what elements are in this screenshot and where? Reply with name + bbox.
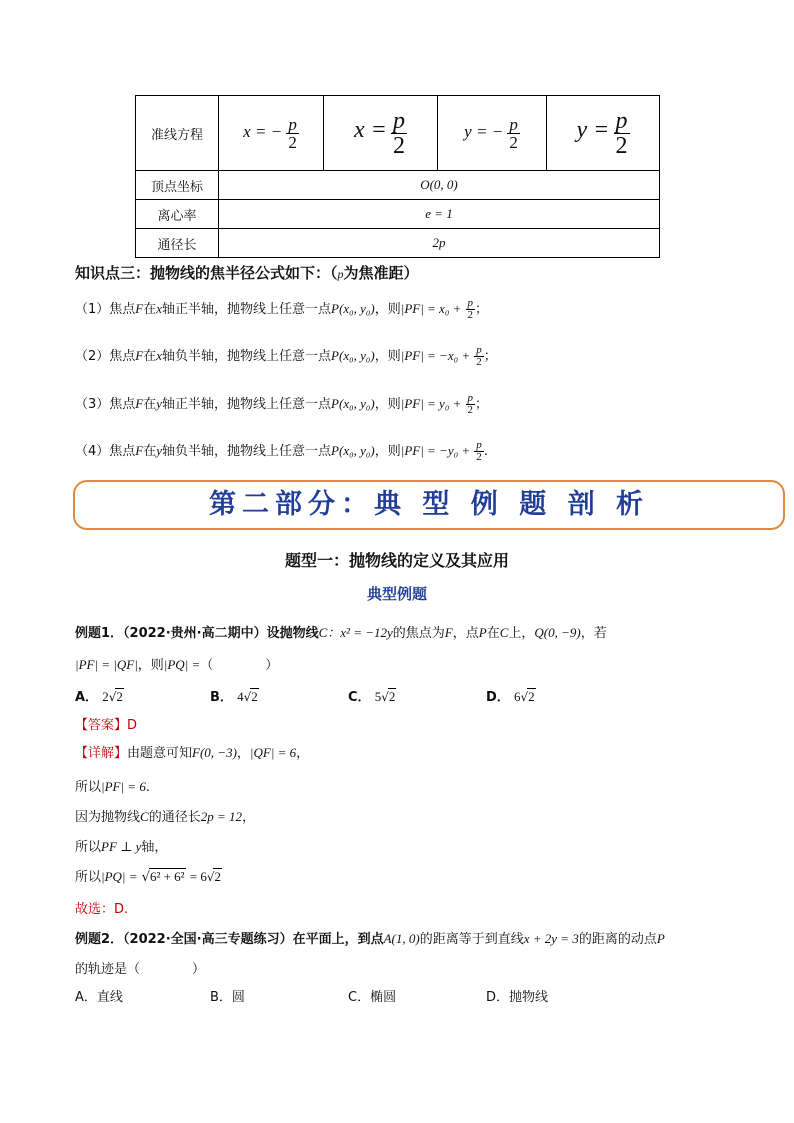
fraction: $\frac{p}{2}$: [288, 114, 297, 152]
example1-option-a[interactable]: A． 2√2: [75, 689, 123, 705]
section-title: 题型一：抛物线的定义及其应用: [284, 551, 509, 570]
part-two-banner: 第二部分：典 型 例 题 剖 析: [73, 480, 785, 530]
focal-formula-4: （4）焦点F在y轴负半轴，抛物线上任意一点P(x₀, y₀)，则|PF| = −y₀ + $\frac{p}{2}$ .: [75, 439, 488, 463]
vertex-label: 顶点坐标: [136, 171, 219, 200]
example1-question-line2: |PF| = |QF|，则|PQ| =（ ）: [75, 657, 279, 673]
directrix-cell-4: y = $\frac{p}{2}$: [547, 96, 660, 171]
example2-option-d[interactable]: D．抛物线: [486, 990, 549, 1005]
fraction: $\frac{p}{2}$: [393, 107, 405, 159]
focal-formula-1: （1）焦点F在x轴正半轴，抛物线上任意一点P(x₀, y₀)，则|PF| = x₀ + $\frac{p}{2}$ ；: [75, 297, 489, 321]
latus-value: 2p: [219, 229, 660, 258]
eccentricity-row: [136, 200, 660, 229]
latus-label: 通径长: [136, 229, 219, 258]
example2-question-line2: 的轨迹是（ ）: [75, 962, 206, 977]
directrix-cell-2: x = $\frac{p}{2}$: [324, 96, 438, 171]
knowledge3-title: 知识点三：抛物线的焦半径公式如下：（p为焦准距）: [75, 264, 419, 282]
example1-conclusion: 故选：D.: [75, 902, 129, 917]
example1-question: 例题1．（2022·贵州·高二期中）设抛物线C：x² = −12y的焦点为F，点P在C上，Q(0, −9)，若: [75, 625, 607, 641]
example1-option-c[interactable]: C． 5√2: [348, 689, 396, 705]
example1-detail-1: 【详解】由题意可知F(0, −3)，|QF| = 6，: [75, 745, 310, 761]
example2-question: 例题2．（2022·全国·高三专题练习）在平面上，到点A(1, 0)的距离等于到直线x + 2y = 3的距离的动点P: [75, 931, 665, 947]
latus-row: [136, 229, 660, 258]
example2-option-a[interactable]: A．直线: [75, 990, 123, 1005]
example1-answer: 【答案】D: [75, 718, 138, 733]
sub-title: 典型例题: [366, 585, 427, 603]
example1-option-d[interactable]: D． 6√2: [486, 689, 535, 705]
example2-option-b[interactable]: B．圆: [210, 990, 245, 1005]
directrix-label: 准线方程: [136, 96, 219, 171]
directrix-cell-3: y = − $\frac{p}{2}$: [438, 96, 547, 171]
example1-detail-3: 因为抛物线C的通径长2p = 12，: [75, 809, 255, 825]
vertex-value: O(0, 0): [219, 171, 660, 200]
example1-option-b[interactable]: B． 4√2: [210, 689, 258, 705]
example2-option-c[interactable]: C．椭圆: [348, 990, 397, 1005]
eccentricity-label: 离心率: [136, 200, 219, 229]
example1-detail-2: 所以|PF| = 6.: [75, 779, 150, 795]
fraction: $\frac{p}{2}$: [509, 114, 518, 152]
directrix-cell-1: x = − $\frac{p}{2}$: [219, 96, 324, 171]
focal-formula-2: （2）焦点F在x轴负半轴，抛物线上任意一点P(x₀, y₀)，则|PF| = −x₀ + $\frac{p}{2}$ ；: [75, 344, 497, 368]
fraction: $\frac{p}{2}$: [615, 107, 628, 159]
example1-detail-5: 所以|PQ| = √6² + 6² = 6√2: [75, 869, 221, 885]
example1-detail-4: 所以PF ⊥ y轴，: [75, 839, 168, 855]
vertex-row: [136, 171, 660, 200]
properties-table: [135, 95, 660, 258]
focal-formula-3: （3）焦点F在y轴正半轴，抛物线上任意一点P(x₀, y₀)，则|PF| = y₀ + $\frac{p}{2}$ ；: [75, 392, 489, 416]
directrix-row: [136, 96, 660, 171]
eccentricity-value: e = 1: [219, 200, 660, 229]
